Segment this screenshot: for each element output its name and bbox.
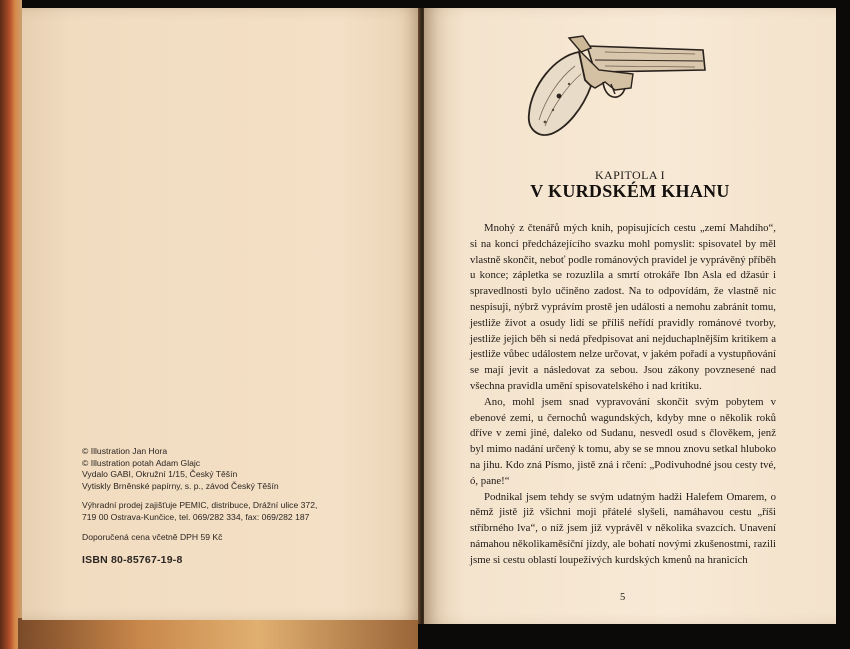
imprint-line: © Illustration Jan Hora [82, 446, 168, 456]
imprint-line: © Illustration potah Adam Glajc [82, 457, 201, 468]
imprint-line: Vydalo GABI, Okružní 1/15, Český Těšín [82, 469, 238, 480]
chapter-label: KAPITOLA I [594, 168, 666, 182]
chapter-text [470, 221, 776, 569]
imprint-spacer [82, 492, 382, 500]
imprint-line: Výhradní prodej zajišťuje PEMIC, distribuce, Drážní ulice 372, [82, 500, 318, 511]
imprint-spacer [82, 524, 382, 532]
imprint-line: 719 00 Ostrava-Kunčice, tel. 069/282 334, fax: 069/282 187 [82, 511, 310, 522]
imprint-price: Doporučená cena včetně DPH 59 Kč [82, 531, 223, 542]
isbn: ISBN 80-85767-19-8 [82, 554, 183, 567]
imprint-line: Vytiskly Brněnské papírny, s. p., závod Český Těšín [82, 480, 279, 491]
imprint-block [82, 446, 382, 567]
cover-bottom-strip [18, 618, 418, 649]
derringer-pistol-icon [525, 30, 710, 142]
paragraph: Mnohý z čtenářů mých knih, popisujících cestu „zemí Mahdího“, si na konci předcházejícího svazku mohl pomyslit: spisovatel by měl vlastně skončit, neboť podle románových pravidel je vyprávěný příběh u konce; zápletka se rozuzlila a smrtí otrokáře Ibn Asla ed džasúr i spravedlnosti bylo učiněno zadost. Na to odpovídám, že vlastně nic nespisuji, nýbrž vyprávím prostě jen události a nemohu zabránit tomu, jestliže život a osudy lidí se příliš neřídí pravidly románové tvorby, jestliže jejich běh si nedá předpisovat ani nejduchaplnějším kritikem a jestliže vůbec událostem nelze určovat, v jakém pořadí a vystupňování se mají jevit a následovat za sebou. Jsou zákony povznesené nad všechna pravidla umění spisovatelského i nad kritiku. [470, 222, 776, 392]
book-cover-edge [0, 0, 22, 649]
page-number: 5 [620, 592, 626, 603]
paragraph: Ano, mohl jsem snad vypravování skončit svým pobytem v ebenové zemi, u černochů wagundských, kdyby mne o několik roků dříve v zemi jiné, daleko od Sudanu, nesvedl osud s člověkem, jenž byl mimo nadání určený k tomu, aby se se mnou znovu setkal hluboko na jihu. Kdo zná Písmo, jistě zná i rčení: „Podivuhodné jsou cesty tvé, ó, pane!“ [470, 395, 776, 487]
chapter-title: V KURDSKÉM KHANU [530, 181, 730, 201]
imprint-spacer [82, 543, 382, 551]
paragraph: Podnikal jsem tehdy se svým udatným hadži Halefem Omarem, o němž jistě již všichni moji přátelé slyšeli, namáhavou cestu „říši stříbrného lva“, o níž jsem již vyprávěl v několika svazcích. Unavení námahou několikaměsíční jízdy, ale bohatí novými zkušenostmi, razili jsme si cestu oblastí loupežívých kurdských kmenů na hranicích [470, 490, 776, 566]
